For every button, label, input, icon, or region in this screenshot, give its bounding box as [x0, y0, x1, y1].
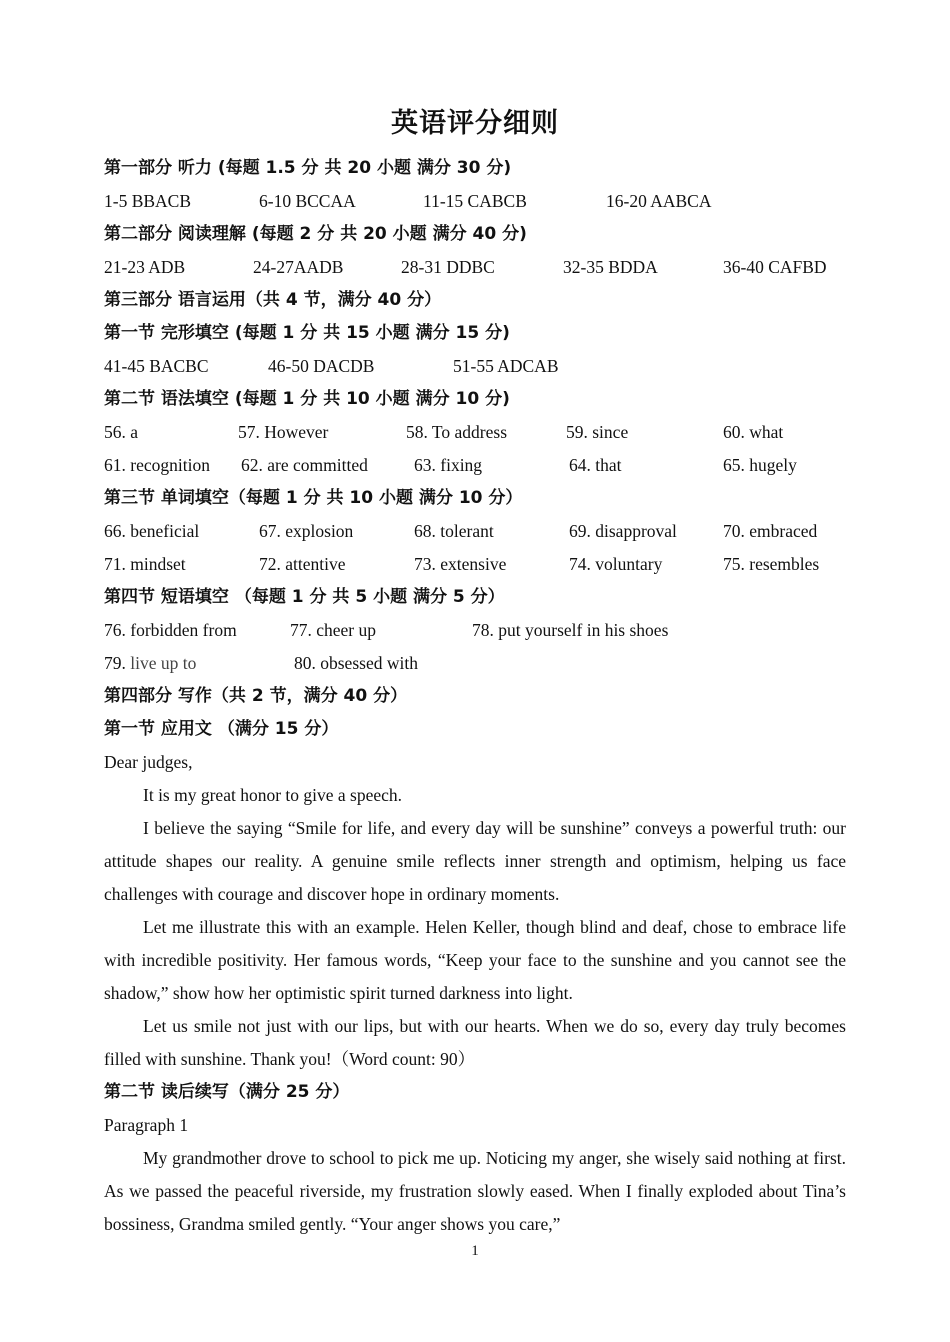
answer-group: 1-5 BBACB — [104, 191, 192, 211]
answer-item: 75. resembles — [723, 554, 820, 574]
answer-text: obsessed with — [315, 653, 418, 673]
answer-item: 58. To address — [406, 422, 508, 442]
cloze-answers — [104, 350, 846, 383]
answer-item: 67. explosion — [259, 521, 354, 541]
answer-group: 11-15 CABCB — [423, 191, 527, 211]
word-fill-answers-row1 — [104, 515, 846, 548]
answer-number: 80. — [294, 653, 316, 673]
answer-group: 46-50 DACDB — [268, 356, 375, 376]
answer-item: 60. what — [723, 422, 784, 442]
answer-item: 68. tolerant — [414, 521, 494, 541]
continuation-writing-heading: 第二节 读后续写（满分 25 分） — [104, 1082, 350, 1102]
phrase-fill-answers-row1 — [104, 614, 846, 647]
letter-greeting: Dear judges, — [104, 752, 193, 772]
word-fill-answers-row2 — [104, 548, 846, 581]
answer-group: 36-40 CAFBD — [723, 257, 827, 277]
part1-heading: 第一部分 听力 (每题 1.5 分 共 20 小题 满分 30 分) — [104, 158, 512, 178]
answer-item: 78. put yourself in his shoes — [472, 620, 669, 640]
answer-item: 69. disapproval — [569, 521, 677, 541]
word-fill-heading: 第三节 单词填空（每题 1 分 共 10 小题 满分 10 分） — [104, 488, 523, 508]
speech-paragraph: It is my great honor to give a speech. — [143, 785, 403, 805]
answer-group: 24-27AADB — [253, 257, 344, 277]
page-number: 1 — [471, 1243, 479, 1259]
part3-heading: 第三部分 语言运用（共 4 节，满分 40 分） — [104, 290, 442, 310]
answer-item: 77. cheer up — [290, 620, 377, 640]
answer-item: 71. mindset — [104, 554, 186, 574]
answer-group: 16-20 AABCA — [606, 191, 712, 211]
part2-answers — [104, 251, 846, 284]
practical-writing-heading: 第一节 应用文 （满分 15 分） — [104, 719, 339, 739]
answer-item: 76. forbidden from — [104, 620, 237, 640]
answer-item: 74. voluntary — [569, 554, 663, 574]
answer-item: 65. hugely — [723, 455, 797, 475]
answer-item: 73. extensive — [414, 554, 507, 574]
part2-heading: 第二部分 阅读理解 (每题 2 分 共 20 小题 满分 40 分) — [104, 224, 527, 244]
answer-item — [294, 647, 418, 680]
document-page — [104, 96, 846, 1241]
answer-group: 51-55 ADCAB — [453, 356, 559, 376]
grammar-answers-row1 — [104, 416, 846, 449]
phrase-fill-heading: 第四节 短语填空 （每题 1 分 共 5 小题 满分 5 分） — [104, 587, 505, 607]
answer-group: 6-10 BCCAA — [259, 191, 356, 211]
answer-item: 72. attentive — [259, 554, 346, 574]
part4-heading: 第四部分 写作（共 2 节，满分 40 分） — [104, 686, 408, 706]
part1-answers — [104, 185, 846, 218]
answer-group: 21-23 ADB — [104, 257, 186, 277]
answer-item — [104, 647, 294, 680]
grammar-answers-row2 — [104, 449, 846, 482]
speech-paragraph: Let us smile not just with our lips, but with our hearts. When we do so, every day truly becomes filled with sunshine. Thank you!（Word count: 90） — [104, 1016, 846, 1069]
answer-group: 32-35 BDDA — [563, 257, 658, 277]
answer-item: 70. embraced — [723, 521, 818, 541]
answer-item: 63. fixing — [414, 455, 483, 475]
grammar-heading: 第二节 语法填空 (每题 1 分 共 10 小题 满分 10 分) — [104, 389, 510, 409]
answer-item: 61. recognition — [104, 455, 210, 475]
answer-item: 59. since — [566, 422, 629, 442]
phrase-fill-answers-row2 — [104, 647, 846, 680]
page-title: 英语评分细则 — [391, 108, 559, 139]
answer-group: 28-31 DDBC — [401, 257, 495, 277]
speech-paragraph: Let me illustrate this with an example. Helen Keller, though blind and deaf, chose to embrace life with incredible positivity. Her famous words, “Keep your face to the sunshine and you cannot see the shadow,” show how her optimistic spirit turned darkness into light. — [104, 917, 846, 1003]
answer-item: 62. are committed — [241, 455, 368, 475]
answer-text: live up to — [125, 653, 197, 673]
paragraph-label: Paragraph 1 — [104, 1115, 189, 1135]
story-paragraph: My grandmother drove to school to pick me up. Noticing my anger, she wisely said nothing at first. As we passed the peaceful riverside, my frustration slowly eased. When I finally exploded about Tina’s bossiness, Grandma smiled gently. “Your anger shows you care,” — [104, 1148, 846, 1234]
answer-item: 64. that — [569, 455, 622, 475]
answer-item: 57. However — [238, 422, 329, 442]
speech-paragraph: I believe the saying “Smile for life, and every day will be sunshine” conveys a powerful truth: our attitude shapes our reality. A genuine smile reflects inner strength and optimism, helping us face challenges with courage and discover hope in ordinary moments. — [104, 818, 846, 904]
answer-item: 56. a — [104, 422, 139, 442]
cloze-heading: 第一节 完形填空 (每题 1 分 共 15 小题 满分 15 分) — [104, 323, 510, 343]
answer-item: 66. beneficial — [104, 521, 200, 541]
answer-group: 41-45 BACBC — [104, 356, 209, 376]
answer-number: 79. — [104, 653, 126, 673]
